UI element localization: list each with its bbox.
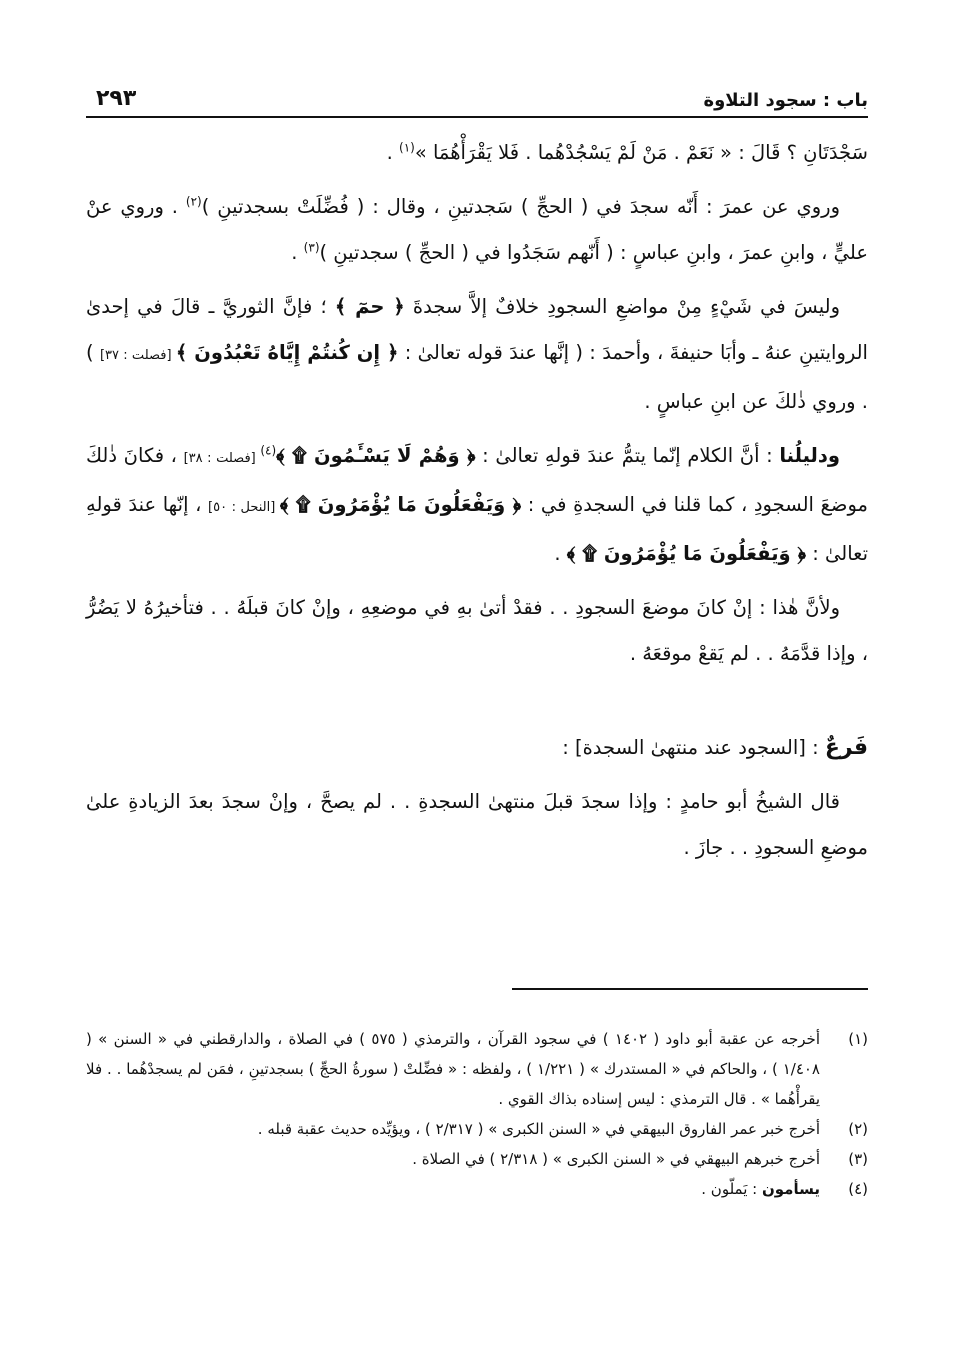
subsection-heading <box>86 725 868 771</box>
footnote-2 <box>86 1114 868 1144</box>
footnote-marker[interactable]: (٢) <box>185 194 202 209</box>
paragraph-3 <box>86 284 868 425</box>
footnote-4 <box>86 1174 868 1204</box>
paragraph-4 <box>86 433 868 577</box>
page-number: ٢٩٣ <box>96 86 137 111</box>
paragraph-7 <box>86 779 868 871</box>
footnote-text: أخرجه عن عقبة أبو داود ( ١٤٠٢ ) في سجود القرآن ، والترمذي ( ٥٧٥ ) في الصلاة ، والدارقطني في « السنن » ( ١/٤٠٨ ) ، والحاكم في « المستدرك » ( ١/٢٢١ ) ، ولفظه : « فضِّلتْ ( سورةُ الحجِّ ) بسجدتينِ ، فمَن لم يسجدْهُما . . فلا يقرأْهُما » . قال الترمذي : ليس إسناده بذاك القوي . <box>86 1030 820 1108</box>
paragraph-end: . <box>386 141 400 164</box>
footnote-definition: : يَملّون . <box>701 1180 762 1198</box>
footnotes <box>86 1024 868 1204</box>
footnote-text <box>86 1174 820 1204</box>
paragraph-lead: ودليلُنا <box>779 444 840 467</box>
footnote-number: (٣) <box>848 1150 868 1168</box>
footnote-number: (٢) <box>848 1120 868 1138</box>
footnote-number: (٤) <box>848 1180 868 1198</box>
paragraph-text: ) . وروي ذٰلكَ عن ابنِ عباسٍ . <box>86 341 868 413</box>
verse-reference: [فصلت : ٣٧] <box>99 348 176 363</box>
running-title: باب : سجود التلاوة <box>703 90 868 111</box>
paragraph-5 <box>86 585 868 677</box>
paragraph-text: : أنَّ الكلام إنّما يتمُّ عندَ قولهِ تعالىٰ : <box>475 444 780 467</box>
paragraph-text: ، إنّها عندَ قولهِ تعالىٰ : <box>86 493 868 565</box>
paragraph-text: ولأنَّ هٰذا : إنْ كانَ موضعَ السجودِ . . فقدْ أتىٰ بهِ في موضعِهِ ، وإنْ كانَ قبلَهُ . . فتأخيرُهُ لا يَضُرُّ ، وإذا قدَّمَهُ . . لم يَقعْ موقعَهُ . <box>86 596 868 665</box>
paragraph-text: . وروي عنْ عليٍّ ، وابنِ عمرَ ، وابنِ عباسٍ : ( أَنّهم سَجَدُوا في ( الحجِّ ) سجدتينِ ) <box>86 195 868 264</box>
quran-verse: ﴿ وَهُمْ لَا يَسْـَٔمُونَ ۩ ﴾ <box>276 444 476 467</box>
subsection-title: : [السجود عند منتهىٰ السجدة] : <box>562 736 825 759</box>
quran-verse: ﴿ وَيَفْعَلُونَ مَا يُؤْمَرُونَ ۩ ﴾ <box>566 542 807 565</box>
footnote-term: يسأمون <box>761 1180 820 1198</box>
paragraph-1 <box>86 130 868 176</box>
footnote-3 <box>86 1144 868 1174</box>
paragraph-text: وروي عن عمرَ : أَنّه سجدَ في ( الحجِّ ) سَجدتينِ ، وقال : ( فُضِّلَتْ بسجدتينِ ) <box>201 195 840 218</box>
main-text <box>86 130 868 879</box>
far-heading-label: فَرعٌ <box>824 735 868 760</box>
paragraph-text: ، فكانَ ذٰلكَ موضعَ السجودِ ، كما قلنا في السجدةِ في : <box>86 444 868 516</box>
section-gap <box>86 685 868 725</box>
footnote-separator <box>512 988 868 990</box>
paragraph-2 <box>86 184 868 276</box>
footnote-marker[interactable]: (١) <box>399 140 415 155</box>
footnote-1 <box>86 1024 868 1114</box>
paragraph-text: ؛ فإنَّ الثوريَّ ـ قالَ في إحدىٰ الروايتينِ عنهُ ـ وأبَا حنيفةَ ، وأحمدَ : ( إنَّها عندَ قوله تعالىٰ : <box>86 295 868 364</box>
paragraph-text: سَجْدَتَانِ ؟ قَالَ : « نَعَمْ . مَنْ لَمْ يَسْجُدْهُما . فَلا يَقْرَأْهُمَا » <box>414 141 868 164</box>
paragraph-text: وليسَ في شَيْءٍ مِنْ مواضعِ السجودِ خلافٌ إلاَّ سجدةَ <box>404 295 841 318</box>
footnote-marker[interactable]: (٣) <box>303 240 320 255</box>
verse-reference: [النحل : ٥٠] <box>208 500 280 515</box>
paragraph-text: قال الشيخُ أبو حامدٍ : وإذا سجدَ قبلَ منتهىٰ السجدةِ . . لم يصحَّ ، وإنْ سجدَ بعدَ الزيادةِ علىٰ موضعِ السجودِ . . جازَ . <box>86 790 868 859</box>
quran-verse: ﴿ حمٓ ﴾ <box>334 295 405 318</box>
footnote-marker[interactable]: (٤) <box>260 443 277 458</box>
quran-verse: ﴿ وَيَفْعَلُونَ مَا يُؤْمَرُونَ ۩ ﴾ <box>279 493 522 516</box>
verse-reference: [فصلت : ٣٨] <box>183 451 261 466</box>
footnote-number: (١) <box>848 1030 868 1048</box>
quran-verse: ﴿ إِن كُنتُمْ إِيَّاهُ تَعْبُدُونَ ﴾ <box>175 341 399 364</box>
page-header <box>86 86 868 118</box>
footnote-text: أخرج خبر عمر الفاروق البيهقي في « السنن الكبرى » ( ٢/٣١٧ ) ، ويؤيِّده حديث عقبة قبله . <box>257 1120 820 1138</box>
footnote-text: أخرج خبرهم البيهقي في « السنن الكبرى » ( ٢/٣١٨ ) في الصلاة . <box>412 1150 820 1168</box>
paragraph-end: . <box>291 241 304 264</box>
paragraph-end: . <box>554 542 567 565</box>
